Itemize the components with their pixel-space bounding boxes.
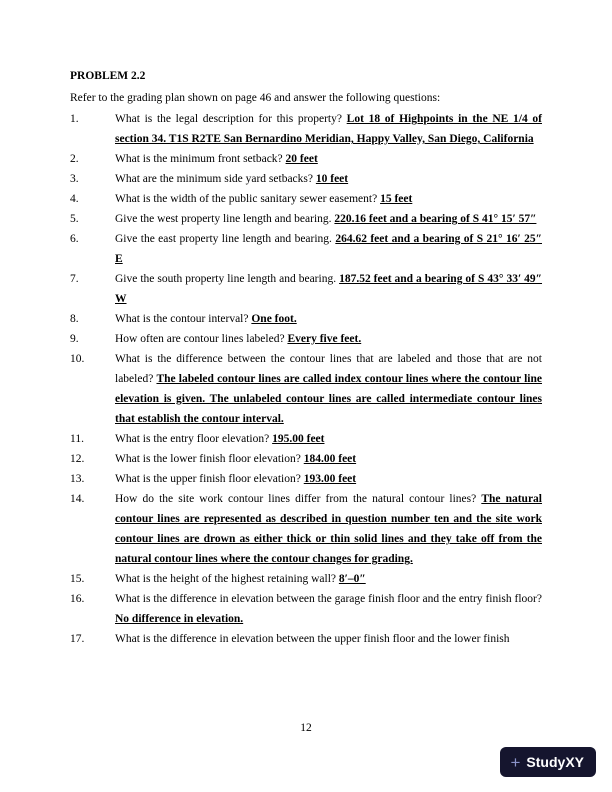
question-body xyxy=(115,149,542,169)
question-number: 9. xyxy=(70,333,79,345)
question-item xyxy=(70,149,542,169)
question-text: Give the south property line length and bearing. xyxy=(115,273,340,285)
question-body xyxy=(115,629,542,649)
answer-text: 187.52 feet and a bearing of S 43° 33′ 49″ W xyxy=(115,273,543,305)
logo-xy-label: XY xyxy=(565,754,584,770)
page-number: 12 xyxy=(300,722,312,734)
question-number: 6. xyxy=(70,233,79,245)
question-body xyxy=(115,569,542,589)
question-body xyxy=(115,429,542,449)
page-title: PROBLEM 2.2 xyxy=(70,70,146,82)
question-item xyxy=(70,169,542,189)
question-text: Give the east property line length and bearing. xyxy=(115,233,336,245)
question-number: 11. xyxy=(70,433,84,445)
logo-text xyxy=(526,755,584,769)
question-item xyxy=(70,189,542,209)
question-body xyxy=(115,109,542,149)
question-number: 12. xyxy=(70,453,85,465)
question-text: How do the site work contour lines differ from the natural contour lines? xyxy=(115,493,482,505)
question-body xyxy=(115,229,542,269)
answer-text: 15 feet xyxy=(380,193,413,205)
question-number: 2. xyxy=(70,153,79,165)
answer-text: Every five feet. xyxy=(287,333,362,345)
answer-text: The labeled contour lines are called index contour lines where the contour line elevation is given. The unlabeled contour lines are called intermediate contour lines that establish the contour interval. xyxy=(115,373,542,425)
answer-text: One foot. xyxy=(251,313,297,325)
question-body xyxy=(115,449,542,469)
question-body xyxy=(115,469,542,489)
question-body xyxy=(115,589,542,629)
question-text: What is the lower finish floor elevation? xyxy=(115,453,304,465)
question-text: What is the width of the public sanitary sewer easement? xyxy=(115,193,381,205)
question-number: 8. xyxy=(70,313,79,325)
answer-text: 8′–0″ xyxy=(338,573,366,585)
question-item xyxy=(70,629,542,649)
question-number: 13. xyxy=(70,473,85,485)
question-text: What is the contour interval? xyxy=(115,313,252,325)
answer-text: 195.00 feet xyxy=(272,433,325,445)
question-number: 15. xyxy=(70,573,85,585)
question-item xyxy=(70,109,542,149)
answer-text: 184.00 feet xyxy=(303,453,357,465)
question-body xyxy=(115,329,542,349)
question-body xyxy=(115,209,542,229)
question-item xyxy=(70,309,542,329)
question-number: 5. xyxy=(70,213,79,225)
question-item xyxy=(70,209,542,229)
question-item xyxy=(70,429,542,449)
answer-text: No difference in elevation. xyxy=(115,613,244,625)
answer-text: Lot 18 of Highpoints in the NE 1/4 of section 34. T1S R2TE San Bernardino Meridian, Happy Valley, San Diego, California xyxy=(115,113,542,145)
question-item xyxy=(70,349,542,429)
answer-text: The natural contour lines are represented as described in question number ten and the site work contour lines are drown as either thick or thin solid lines and they take off from the natural contour lines where the contour changes for grading. xyxy=(115,493,543,565)
question-number: 10. xyxy=(70,353,85,365)
question-body xyxy=(115,189,542,209)
studyxy-logo xyxy=(500,747,596,777)
question-item xyxy=(70,269,542,309)
question-text: What is the entry floor elevation? xyxy=(115,433,273,445)
question-item xyxy=(70,329,542,349)
question-item xyxy=(70,449,542,469)
answer-text: 220.16 feet and a bearing of S 41° 15′ 57″ xyxy=(334,213,537,225)
question-item xyxy=(70,589,542,629)
question-number: 16. xyxy=(70,593,85,605)
question-number: 7. xyxy=(70,273,79,285)
question-list xyxy=(70,109,542,649)
question-item xyxy=(70,469,542,489)
question-body xyxy=(115,309,542,329)
question-text: What is the legal description for this property? xyxy=(115,113,347,125)
question-text: What are the minimum side yard setbacks? xyxy=(115,173,316,185)
plus-icon: + xyxy=(510,752,521,772)
answer-text: 193.00 feet xyxy=(303,473,357,485)
question-number: 4. xyxy=(70,193,79,205)
question-text: How often are contour lines labeled? xyxy=(115,333,288,345)
logo-study-label: Study xyxy=(526,754,566,770)
answer-text: 264.62 feet and a bearing of S 21° 16′ 25″ E xyxy=(115,233,542,265)
question-item xyxy=(70,229,542,269)
question-number: 3. xyxy=(70,173,79,185)
question-body xyxy=(115,489,542,569)
question-text: What is the difference in elevation between the garage finish floor and the entry finish floor? xyxy=(115,593,542,605)
question-item xyxy=(70,569,542,589)
answer-text: 10 feet xyxy=(315,173,349,185)
question-item xyxy=(70,489,542,569)
question-text: What is the difference in elevation between the upper finish floor and the lower finish xyxy=(115,633,510,645)
page-content xyxy=(70,66,542,649)
intro-text: Refer to the grading plan shown on page 46 and answer the following questions: xyxy=(70,92,441,104)
question-body xyxy=(115,169,542,189)
question-text: What is the difference between the contour lines that are labeled and those that are not labeled? xyxy=(115,353,542,385)
question-body xyxy=(115,269,542,309)
question-number: 1. xyxy=(70,113,79,125)
question-text: Give the west property line length and bearing. xyxy=(115,213,335,225)
question-number: 17. xyxy=(70,633,85,645)
question-number: 14. xyxy=(70,493,85,505)
question-text: What is the height of the highest retaining wall? xyxy=(115,573,339,585)
question-body xyxy=(115,349,542,429)
question-text: What is the minimum front setback? xyxy=(115,153,286,165)
answer-text: 20 feet xyxy=(285,153,318,165)
question-text: What is the upper finish floor elevation? xyxy=(115,473,304,485)
